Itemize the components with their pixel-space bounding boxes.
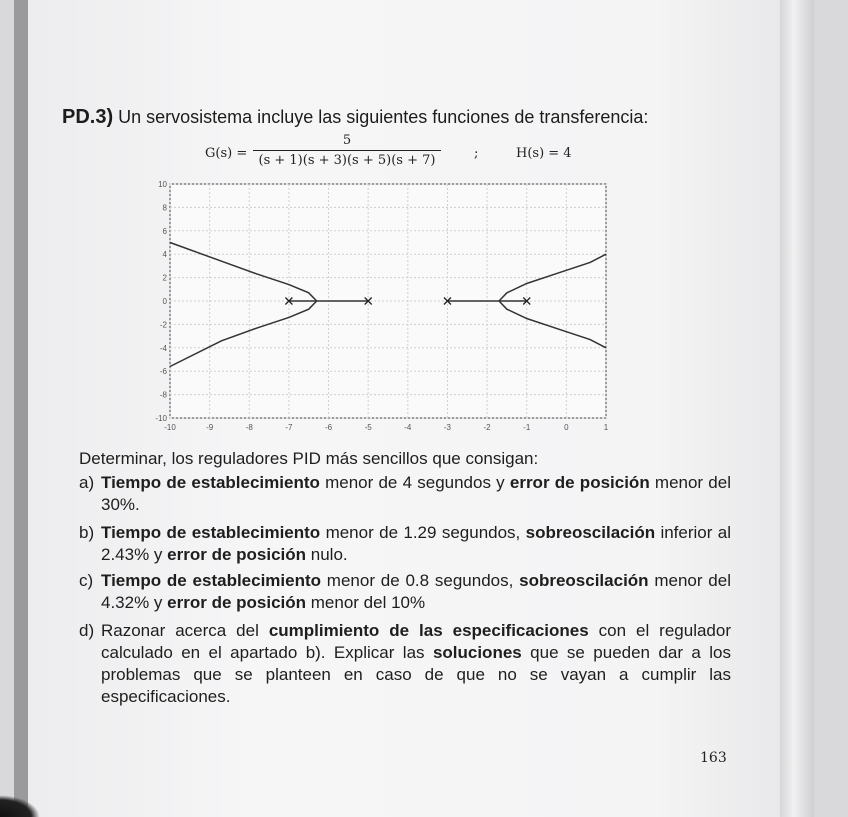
problem-text: Un servosistema incluye las siguientes funciones de transferencia: [118,107,649,127]
page-number: 163 [700,750,727,766]
page-edges [780,0,814,817]
problem-label: PD.3) [62,106,114,128]
emphasis-text: Tiempo de establecimiento [101,523,321,542]
item-d [79,620,731,708]
x-tick-label: 0 [564,423,569,432]
emphasis-text: error de posición [167,545,307,564]
item-a [79,472,731,516]
item-label: a) [79,473,95,492]
body-text: que se pueden dar a los problemas que se planteen en caso de que no se vayan a cumplir las especificaciones. [101,643,731,706]
body-text: menor del 10% [306,593,426,612]
g-lhs: G(s) = [205,146,248,161]
emphasis-text: Tiempo de establecimiento [101,571,322,590]
body-text: menor del 4.32% y [101,571,731,612]
item-label: d) [79,621,95,640]
emphasis-text: soluciones [432,643,522,662]
x-tick-label: -1 [523,423,531,432]
body-text: nulo. [306,545,348,564]
item-b [79,522,731,566]
problem-statement [62,106,648,129]
x-tick-label: -3 [443,423,452,432]
emphasis-text: sobreoscilación [519,571,649,590]
instructions: Determinar, los reguladores PID más sencillos que consigan: [79,449,539,468]
item-text [101,522,731,566]
item-label: b) [79,523,95,542]
g-denominator: (s + 1)(s + 3)(s + 5)(s + 7) [258,153,436,168]
y-tick-label: 6 [162,226,167,236]
body-text: menor de 0.8 segundos, [321,571,520,590]
x-tick-label: -9 [206,423,214,432]
y-tick-label: 8 [162,203,167,213]
equation-separator: ; [474,146,479,161]
x-tick-label: -7 [285,423,293,432]
y-tick-label: 2 [162,273,167,283]
y-tick-label: 0 [162,297,167,306]
emphasis-text: cumplimiento de las especificaciones [268,621,589,640]
book-spine [14,0,28,817]
y-tick-label: -6 [159,367,167,377]
x-tick-label: -2 [483,423,491,432]
x-tick-label: -10 [164,423,176,432]
y-tick-label: -8 [159,390,167,400]
page-corner-shadow [0,795,40,817]
x-tick-label: 1 [603,423,609,432]
g-fraction [253,133,441,168]
y-tick-label: -10 [155,414,167,423]
item-c [79,570,731,614]
x-tick-label: -5 [364,423,372,432]
y-tick-label: 4 [162,250,167,260]
emphasis-text: Tiempo de establecimiento [101,473,320,492]
x-tick-label: -4 [404,423,412,432]
y-tick-label: 10 [158,180,167,189]
x-tick-label: -8 [245,423,253,432]
item-text [101,620,731,708]
item-text [101,472,731,516]
item-label: c) [79,571,94,590]
g-numerator: 5 [253,133,441,151]
body-text: menor de 4 segundos y [319,473,510,492]
item-text [101,570,731,614]
body-text: con el regulador calculado en el apartado b). Explicar las [101,621,732,662]
body-text: Razonar acerca del [101,621,269,640]
h-equation: H(s) = 4 [516,146,572,161]
y-tick-label: -2 [159,320,167,330]
emphasis-text: sobreoscilación [525,523,656,542]
y-tick-label: -4 [159,343,167,353]
body-text: menor de 1.29 segundos, [320,523,526,542]
emphasis-text: error de posición [509,473,650,492]
body-text: inferior al 2.43% y [101,523,732,564]
x-tick-label: -6 [324,423,333,432]
body-text: menor del 30%. [101,473,731,514]
emphasis-text: error de posición [167,593,307,612]
root-locus-plot [150,170,620,442]
